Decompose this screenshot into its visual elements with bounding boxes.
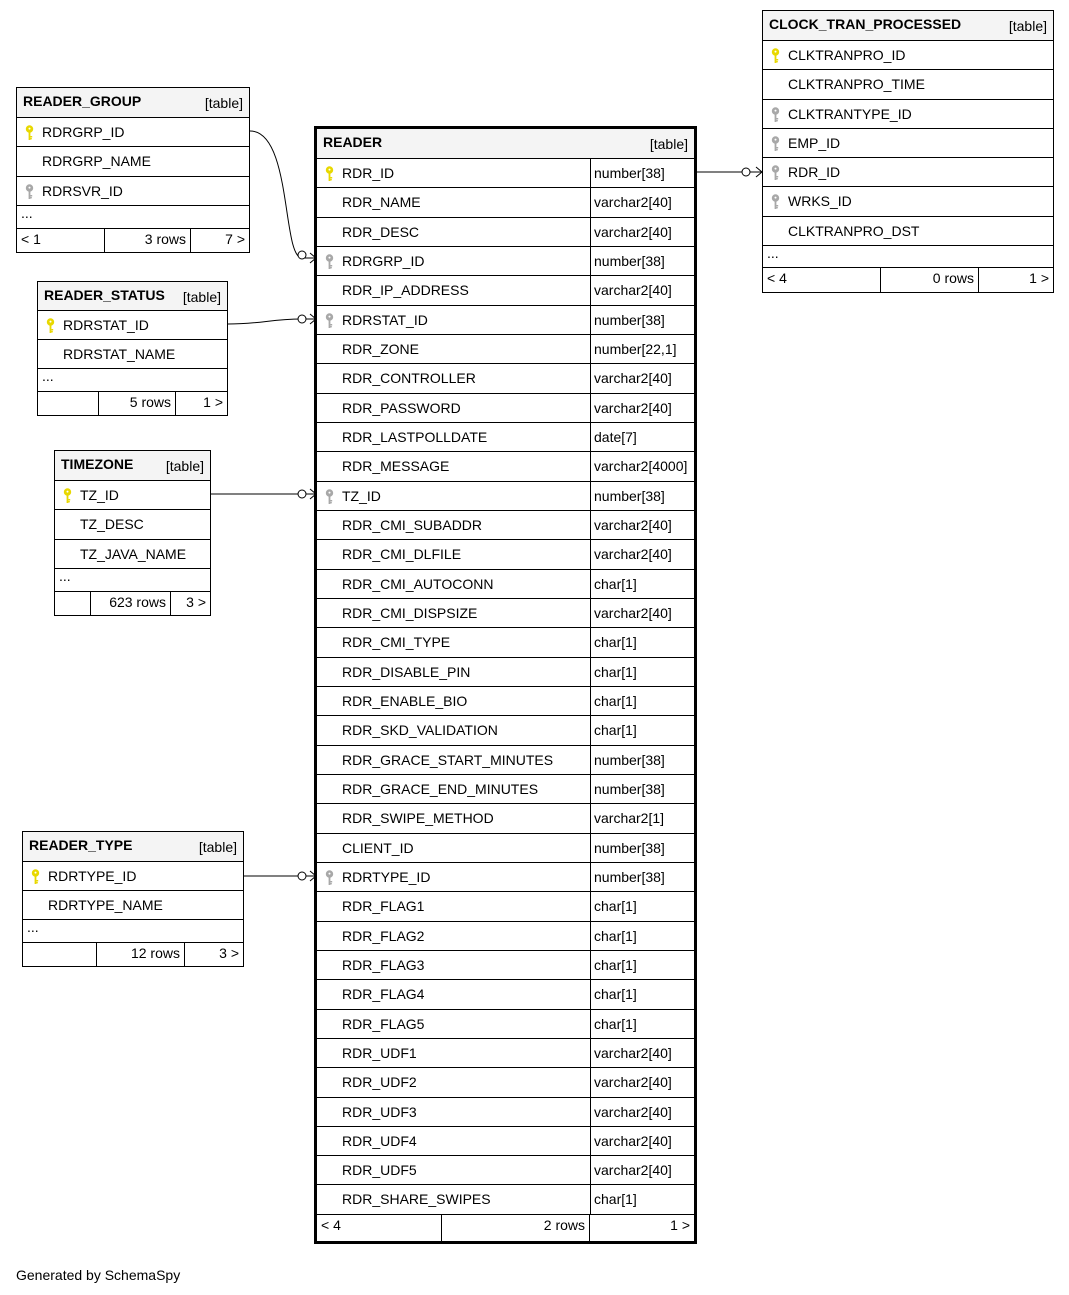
- column-divider: [590, 892, 591, 921]
- column-type: char[1]: [594, 986, 637, 1003]
- column-row[interactable]: [317, 599, 694, 628]
- column-type: varchar2[40]: [594, 194, 672, 211]
- column-row[interactable]: [55, 510, 210, 539]
- rows-cell: [881, 268, 979, 292]
- table-reader[interactable]: [314, 126, 697, 1244]
- column-type: number[38]: [594, 487, 665, 504]
- column-row[interactable]: [763, 41, 1053, 70]
- column-name: RDR_FLAG1: [342, 898, 425, 915]
- column-name: RDR_DISABLE_PIN: [342, 663, 471, 680]
- ellipsis: ...: [21, 204, 33, 221]
- table-type: [table]: [649, 136, 688, 152]
- column-name: RDR_IP_ADDRESS: [342, 282, 469, 299]
- column-divider: [590, 951, 591, 980]
- children-count: 7 >: [225, 230, 245, 247]
- column-row[interactable]: [317, 1185, 694, 1214]
- column-divider: [590, 218, 591, 247]
- children-cell[interactable]: [590, 1215, 694, 1241]
- pk-icon: [63, 488, 72, 504]
- column-name: CLIENT_ID: [342, 839, 414, 856]
- column-divider: [590, 804, 591, 833]
- column-name: RDRSTAT_NAME: [63, 346, 176, 362]
- column-name: CLKTRANPRO_TIME: [788, 76, 925, 93]
- column-name: RDR_UDF4: [342, 1132, 417, 1149]
- table-footer: [17, 229, 249, 252]
- column-name: TZ_ID: [80, 487, 119, 503]
- column-name: RDR_UDF1: [342, 1044, 417, 1061]
- column-divider: [590, 482, 591, 511]
- column-row[interactable]: [763, 187, 1053, 216]
- children-cell[interactable]: [176, 392, 227, 415]
- fk-icon: [771, 136, 780, 152]
- column-type: number[38]: [594, 165, 665, 181]
- relation-reader-status: [228, 319, 316, 324]
- column-type: number[22,1]: [594, 340, 677, 357]
- column-divider: [590, 394, 591, 423]
- column-divider: [590, 511, 591, 540]
- row-count: 5 rows: [129, 394, 171, 410]
- table-name: CLOCK_TRAN_PROCESSED: [769, 16, 962, 32]
- parents-count: < 4: [767, 270, 787, 287]
- column-name: CLKTRANTYPE_ID: [788, 105, 912, 122]
- row-count: 2 rows: [543, 1216, 585, 1233]
- pk-icon: [325, 166, 334, 182]
- column-row[interactable]: [763, 158, 1053, 187]
- column-row[interactable]: [317, 511, 694, 540]
- fk-icon: [771, 194, 780, 210]
- more-columns: [23, 920, 243, 943]
- children-cell[interactable]: [191, 229, 249, 252]
- column-name: RDR_MESSAGE: [342, 458, 450, 475]
- fk-icon: [325, 254, 334, 270]
- ellipsis: ...: [767, 245, 779, 262]
- column-divider: [590, 716, 591, 745]
- column-divider: [590, 687, 591, 716]
- column-row[interactable]: [317, 364, 694, 393]
- column-name: RDR_UDF2: [342, 1074, 417, 1091]
- column-row[interactable]: [763, 129, 1053, 158]
- table-name: READER_TYPE: [29, 837, 133, 853]
- column-row[interactable]: [317, 922, 694, 951]
- table-header: [55, 451, 210, 481]
- column-name: RDR_FLAG4: [342, 986, 425, 1003]
- column-name: RDR_CONTROLLER: [342, 370, 476, 387]
- column-type: varchar2[40]: [594, 282, 672, 299]
- column-name: RDR_ENABLE_BIO: [342, 692, 468, 709]
- rows-cell: [91, 592, 171, 615]
- children-cell[interactable]: [979, 268, 1053, 292]
- column-type: varchar2[40]: [594, 1132, 672, 1149]
- table-header: [17, 88, 249, 118]
- rows-cell: [105, 229, 191, 252]
- ellipsis: ...: [59, 567, 71, 584]
- column-row[interactable]: [317, 1098, 694, 1127]
- column-name: TZ_DESC: [80, 516, 144, 533]
- column-type: char[1]: [594, 692, 637, 709]
- column-row[interactable]: [763, 217, 1053, 246]
- column-name: RDRSVR_ID: [42, 182, 123, 199]
- column-type: varchar2[40]: [594, 1162, 672, 1179]
- column-row[interactable]: [317, 746, 694, 775]
- column-row[interactable]: [317, 980, 694, 1009]
- column-name: RDR_UDF5: [342, 1162, 417, 1179]
- column-divider: [590, 658, 591, 687]
- table-name: READER_GROUP: [23, 93, 142, 109]
- children-count: 3 >: [186, 593, 206, 610]
- column-divider: [590, 452, 591, 481]
- relation-reader-group: [250, 131, 316, 258]
- fk-icon: [325, 489, 334, 505]
- column-type: varchar2[4000]: [594, 458, 688, 475]
- column-row[interactable]: [317, 1127, 694, 1156]
- more-columns: [17, 206, 249, 229]
- column-name: RDRTYPE_ID: [342, 868, 431, 885]
- column-row[interactable]: [317, 863, 694, 892]
- column-type: number[38]: [594, 311, 665, 328]
- column-row[interactable]: [317, 423, 694, 452]
- table-footer: [55, 592, 210, 615]
- column-row[interactable]: [23, 891, 243, 920]
- column-name: RDRGRP_NAME: [42, 153, 151, 170]
- column-divider: [590, 1185, 591, 1214]
- column-type: number[38]: [594, 780, 665, 797]
- column-name: RDRTYPE_NAME: [48, 897, 163, 913]
- column-name: RDRSTAT_ID: [63, 317, 149, 333]
- column-type: varchar2[40]: [594, 370, 672, 387]
- column-row[interactable]: [55, 481, 210, 510]
- column-row[interactable]: [317, 834, 694, 863]
- column-name: RDR_CMI_TYPE: [342, 634, 451, 651]
- ellipsis: ...: [27, 919, 39, 935]
- column-divider: [590, 364, 591, 393]
- column-type: char[1]: [594, 722, 637, 739]
- column-row[interactable]: [23, 862, 243, 891]
- column-name: RDR_CMI_AUTOCONN: [342, 575, 494, 592]
- column-row[interactable]: [17, 177, 249, 206]
- column-name: RDR_NAME: [342, 194, 421, 211]
- column-type: varchar2[40]: [594, 223, 672, 240]
- ellipsis: ...: [42, 368, 54, 384]
- table-reader-status[interactable]: [37, 281, 228, 416]
- fk-icon: [771, 107, 780, 123]
- column-name: RDR_SKD_VALIDATION: [342, 722, 498, 739]
- column-divider: [590, 1010, 591, 1039]
- column-type: number[38]: [594, 868, 665, 885]
- column-divider: [590, 159, 591, 188]
- column-row[interactable]: [317, 335, 694, 364]
- rows-cell: [442, 1215, 590, 1241]
- column-divider: [590, 599, 591, 628]
- column-row[interactable]: [317, 452, 694, 481]
- column-type: char[1]: [594, 898, 637, 915]
- column-divider: [590, 306, 591, 335]
- table-footer: [317, 1215, 694, 1241]
- column-divider: [590, 1098, 591, 1127]
- children-cell[interactable]: [185, 943, 243, 966]
- column-row[interactable]: [317, 159, 694, 188]
- children-cell[interactable]: [171, 592, 210, 615]
- column-type: varchar2[40]: [594, 1044, 672, 1061]
- pk-icon: [771, 48, 780, 64]
- parents-count: < 4: [321, 1216, 341, 1233]
- parents-cell[interactable]: [317, 1215, 442, 1241]
- column-name: RDR_CMI_DLFILE: [342, 546, 462, 563]
- table-footer: [38, 392, 227, 415]
- row-count: 623 rows: [109, 593, 166, 610]
- column-row[interactable]: [317, 218, 694, 247]
- column-name: RDR_FLAG3: [342, 956, 425, 973]
- column-name: RDR_ID: [788, 164, 841, 181]
- children-count: 3 >: [219, 945, 239, 961]
- column-divider: [590, 188, 591, 217]
- column-row[interactable]: [763, 100, 1053, 129]
- column-row[interactable]: [38, 311, 227, 340]
- column-name: RDRGRP_ID: [42, 124, 125, 140]
- column-row[interactable]: [317, 716, 694, 745]
- column-row[interactable]: [17, 118, 249, 147]
- column-type: char[1]: [594, 927, 637, 944]
- column-type: char[1]: [594, 634, 637, 651]
- table-header: [317, 129, 694, 159]
- column-divider: [590, 1039, 591, 1068]
- column-divider: [590, 980, 591, 1009]
- column-name: RDRGRP_ID: [342, 252, 425, 269]
- column-name: RDR_UDF3: [342, 1103, 417, 1120]
- column-row[interactable]: [17, 147, 249, 176]
- column-type: varchar2[40]: [594, 1074, 672, 1091]
- column-row[interactable]: [317, 892, 694, 921]
- parents-cell[interactable]: [23, 943, 97, 966]
- column-name: RDR_ID: [342, 165, 395, 181]
- table-type: [table]: [182, 289, 221, 305]
- column-type: char[1]: [594, 956, 637, 973]
- column-type: date[7]: [594, 428, 637, 445]
- column-row[interactable]: [317, 1039, 694, 1068]
- table-footer: [763, 268, 1053, 292]
- table-reader-type[interactable]: [22, 831, 244, 967]
- column-name: RDR_DESC: [342, 223, 420, 240]
- column-divider: [590, 922, 591, 951]
- column-name: RDR_SHARE_SWIPES: [342, 1191, 491, 1208]
- table-name: READER_STATUS: [44, 287, 165, 303]
- column-type: varchar2[40]: [594, 399, 672, 416]
- column-divider: [590, 570, 591, 599]
- column-divider: [590, 276, 591, 305]
- column-divider: [590, 423, 591, 452]
- pk-icon: [46, 318, 55, 334]
- parents-count: < 1: [21, 230, 41, 247]
- column-name: TZ_ID: [342, 487, 381, 504]
- column-type: varchar2[40]: [594, 516, 672, 533]
- crowfoot-clock-tran: [742, 167, 762, 177]
- column-divider: [590, 863, 591, 892]
- pk-icon: [31, 869, 40, 885]
- column-row[interactable]: [317, 394, 694, 423]
- column-name: RDRTYPE_ID: [48, 868, 137, 884]
- column-row[interactable]: [317, 1156, 694, 1185]
- generated-by-label: Generated by SchemaSpy: [16, 1267, 181, 1283]
- more-columns: [55, 569, 210, 592]
- parents-cell[interactable]: [38, 392, 99, 415]
- column-name: RDR_PASSWORD: [342, 399, 461, 416]
- column-row[interactable]: [317, 188, 694, 217]
- table-footer: [23, 943, 243, 966]
- column-divider: [590, 335, 591, 364]
- column-type: varchar2[40]: [594, 1103, 672, 1120]
- column-divider: [590, 628, 591, 657]
- column-name: RDR_CMI_SUBADDR: [342, 516, 483, 533]
- children-count: 1 >: [670, 1216, 690, 1233]
- column-name: CLKTRANPRO_DST: [788, 222, 920, 239]
- column-divider: [590, 834, 591, 863]
- column-row[interactable]: [317, 276, 694, 305]
- fk-icon: [25, 184, 34, 200]
- column-row[interactable]: [38, 340, 227, 369]
- parents-cell[interactable]: [763, 268, 881, 292]
- column-name: CLKTRANPRO_ID: [788, 47, 906, 63]
- pk-icon: [25, 125, 34, 141]
- column-row[interactable]: [317, 951, 694, 980]
- table-reader-group[interactable]: [16, 87, 250, 253]
- column-name: RDRSTAT_ID: [342, 311, 428, 328]
- column-type: char[1]: [594, 1191, 637, 1208]
- column-divider: [590, 1127, 591, 1156]
- column-row[interactable]: [317, 247, 694, 276]
- column-row[interactable]: [55, 540, 210, 569]
- column-divider: [590, 1068, 591, 1097]
- table-type: [table]: [1008, 18, 1047, 34]
- column-row[interactable]: [317, 1068, 694, 1097]
- row-count: 0 rows: [932, 270, 974, 287]
- column-divider: [590, 1156, 591, 1185]
- table-name: TIMEZONE: [61, 456, 134, 472]
- column-type: char[1]: [594, 663, 637, 680]
- column-name: RDR_GRACE_END_MINUTES: [342, 780, 539, 797]
- row-count: 3 rows: [144, 230, 186, 247]
- column-name: RDR_GRACE_START_MINUTES: [342, 751, 554, 768]
- more-columns: [38, 369, 227, 392]
- table-type: [table]: [198, 839, 237, 855]
- fk-icon: [771, 165, 780, 181]
- table-header: [763, 11, 1053, 41]
- table-timezone[interactable]: [54, 450, 211, 616]
- table-header: [23, 832, 243, 862]
- column-row[interactable]: [317, 570, 694, 599]
- column-type: varchar2[40]: [594, 604, 672, 621]
- column-row[interactable]: [317, 1010, 694, 1039]
- column-row[interactable]: [317, 687, 694, 716]
- table-type: [table]: [204, 95, 243, 111]
- column-divider: [590, 540, 591, 569]
- column-type: number[38]: [594, 252, 665, 269]
- column-row[interactable]: [317, 628, 694, 657]
- column-name: TZ_JAVA_NAME: [80, 545, 187, 562]
- column-row[interactable]: [317, 540, 694, 569]
- column-type: char[1]: [594, 575, 637, 592]
- row-count: 12 rows: [130, 945, 180, 961]
- column-type: varchar2[1]: [594, 810, 665, 827]
- column-row[interactable]: [317, 775, 694, 804]
- parents-cell[interactable]: [17, 229, 105, 252]
- more-columns: [763, 246, 1053, 268]
- column-name: RDR_FLAG5: [342, 1015, 425, 1032]
- column-row[interactable]: [317, 482, 694, 511]
- column-type: varchar2[40]: [594, 546, 672, 563]
- column-divider: [590, 247, 591, 276]
- column-name: RDR_FLAG2: [342, 927, 425, 944]
- column-row[interactable]: [763, 70, 1053, 99]
- column-name: RDR_LASTPOLLDATE: [342, 428, 488, 445]
- rows-cell: [99, 392, 176, 415]
- column-row[interactable]: [317, 804, 694, 833]
- table-name: READER: [323, 134, 383, 150]
- column-name: RDR_SWIPE_METHOD: [342, 810, 494, 827]
- table-type: [table]: [165, 458, 204, 474]
- children-count: 1 >: [1029, 270, 1049, 287]
- fk-icon: [325, 313, 334, 329]
- column-name: WRKS_ID: [788, 193, 852, 210]
- column-name: EMP_ID: [788, 134, 841, 151]
- table-header: [38, 282, 227, 311]
- column-name: RDR_ZONE: [342, 340, 420, 357]
- column-row[interactable]: [317, 306, 694, 335]
- table-clock-tran-processed[interactable]: [762, 10, 1054, 293]
- parents-cell[interactable]: [55, 592, 91, 615]
- column-type: number[38]: [594, 839, 665, 856]
- column-row[interactable]: [317, 658, 694, 687]
- column-name: RDR_CMI_DISPSIZE: [342, 604, 478, 621]
- column-divider: [590, 746, 591, 775]
- fk-icon: [325, 870, 334, 886]
- column-type: char[1]: [594, 1015, 637, 1032]
- column-type: number[38]: [594, 751, 665, 768]
- column-divider: [590, 775, 591, 804]
- rows-cell: [97, 943, 185, 966]
- children-count: 1 >: [203, 394, 223, 410]
